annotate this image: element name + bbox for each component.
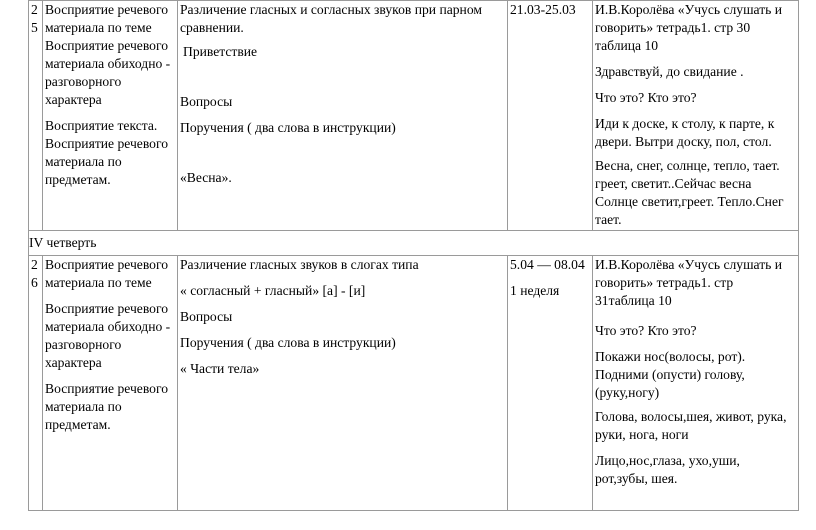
topic-text: Восприятие речевого материала обиходно - разговорного характера: [45, 301, 171, 370]
content-text: Различение гласных звуков в слогах типа: [180, 257, 419, 272]
lesson-number-digit: 2: [31, 2, 38, 17]
content-text: Различение гласных и согласных звуков при парном сравнении.: [180, 2, 482, 35]
content-text: Вопросы: [180, 309, 233, 324]
topic-text: Восприятие текста. Восприятие речевого материала по предметам.: [45, 118, 169, 187]
date-range: 5.04 — 08.04: [510, 257, 585, 272]
content-text: Поручения ( два слова в инструкции): [180, 120, 396, 135]
lesson-number-cell: [29, 256, 43, 511]
material-cell: [593, 256, 799, 511]
material-text: Весна, снег, солнце, тепло, тает. греет, светит..Сейчас весна Солнце светит,греет. Тепло.Снег тает.: [595, 158, 784, 227]
material-text: Лицо,нос,глаза, ухо,уши, рот,зубы, шея.: [595, 453, 740, 486]
table-row: [29, 256, 799, 511]
content-text: « Части тела»: [180, 361, 260, 376]
content-text: Вопросы: [180, 94, 233, 109]
material-text: Что это? Кто это?: [595, 323, 697, 338]
material-text: Здравствуй, до свидание .: [595, 64, 744, 79]
material-text: Что это? Кто это?: [595, 90, 697, 105]
lesson-number-digit: 2: [31, 257, 38, 272]
quarter-header-row: [29, 231, 799, 256]
material-text: Покажи нос(волосы, рот). Подними (опусти) голову, (руку,ногу): [595, 349, 746, 400]
content-text: « согласный + гласный» [а] - [и]: [180, 283, 366, 298]
content-text: «Весна».: [180, 170, 232, 185]
lesson-plan-table: [28, 0, 799, 511]
topic-text: Восприятие речевого материала по теме: [45, 2, 169, 35]
lesson-number-digit: 6: [31, 275, 38, 290]
topics-cell: [43, 256, 178, 511]
material-text: Голова, волосы,шея, живот, рука, руки, нога, ноги: [595, 409, 787, 442]
topic-text: Восприятие речевого материала обиходно - разговорного характера: [45, 38, 171, 107]
topic-text: Восприятие речевого материала по предметам.: [45, 381, 169, 432]
dates-cell: [508, 1, 593, 231]
content-text: Поручения ( два слова в инструкции): [180, 335, 396, 350]
content-cell: [178, 256, 508, 511]
content-cell: [178, 1, 508, 231]
lesson-number-digit: 5: [31, 20, 38, 35]
topics-cell: [43, 1, 178, 231]
lesson-number-cell: [29, 1, 43, 231]
date-range: 21.03-25.03: [510, 2, 576, 17]
material-text: Иди к доске, к столу, к парте, к двери. Вытри доску, пол, стол.: [595, 116, 775, 149]
material-cell: [593, 1, 799, 231]
topic-text: Восприятие речевого материала по теме: [45, 257, 169, 290]
dates-cell: [508, 256, 593, 511]
table-row: [29, 1, 799, 231]
quarter-label: IV четверть: [29, 231, 799, 256]
duration-text: 1 неделя: [510, 283, 560, 298]
content-text: Приветствие: [183, 44, 258, 59]
material-text: И.В.Королёва «Учусь слушать и говорить» тетрадь1. стр 30 таблица 10: [595, 2, 783, 53]
material-text: И.В.Королёва «Учусь слушать и говорить» тетрадь1. стр 31таблица 10: [595, 257, 783, 308]
